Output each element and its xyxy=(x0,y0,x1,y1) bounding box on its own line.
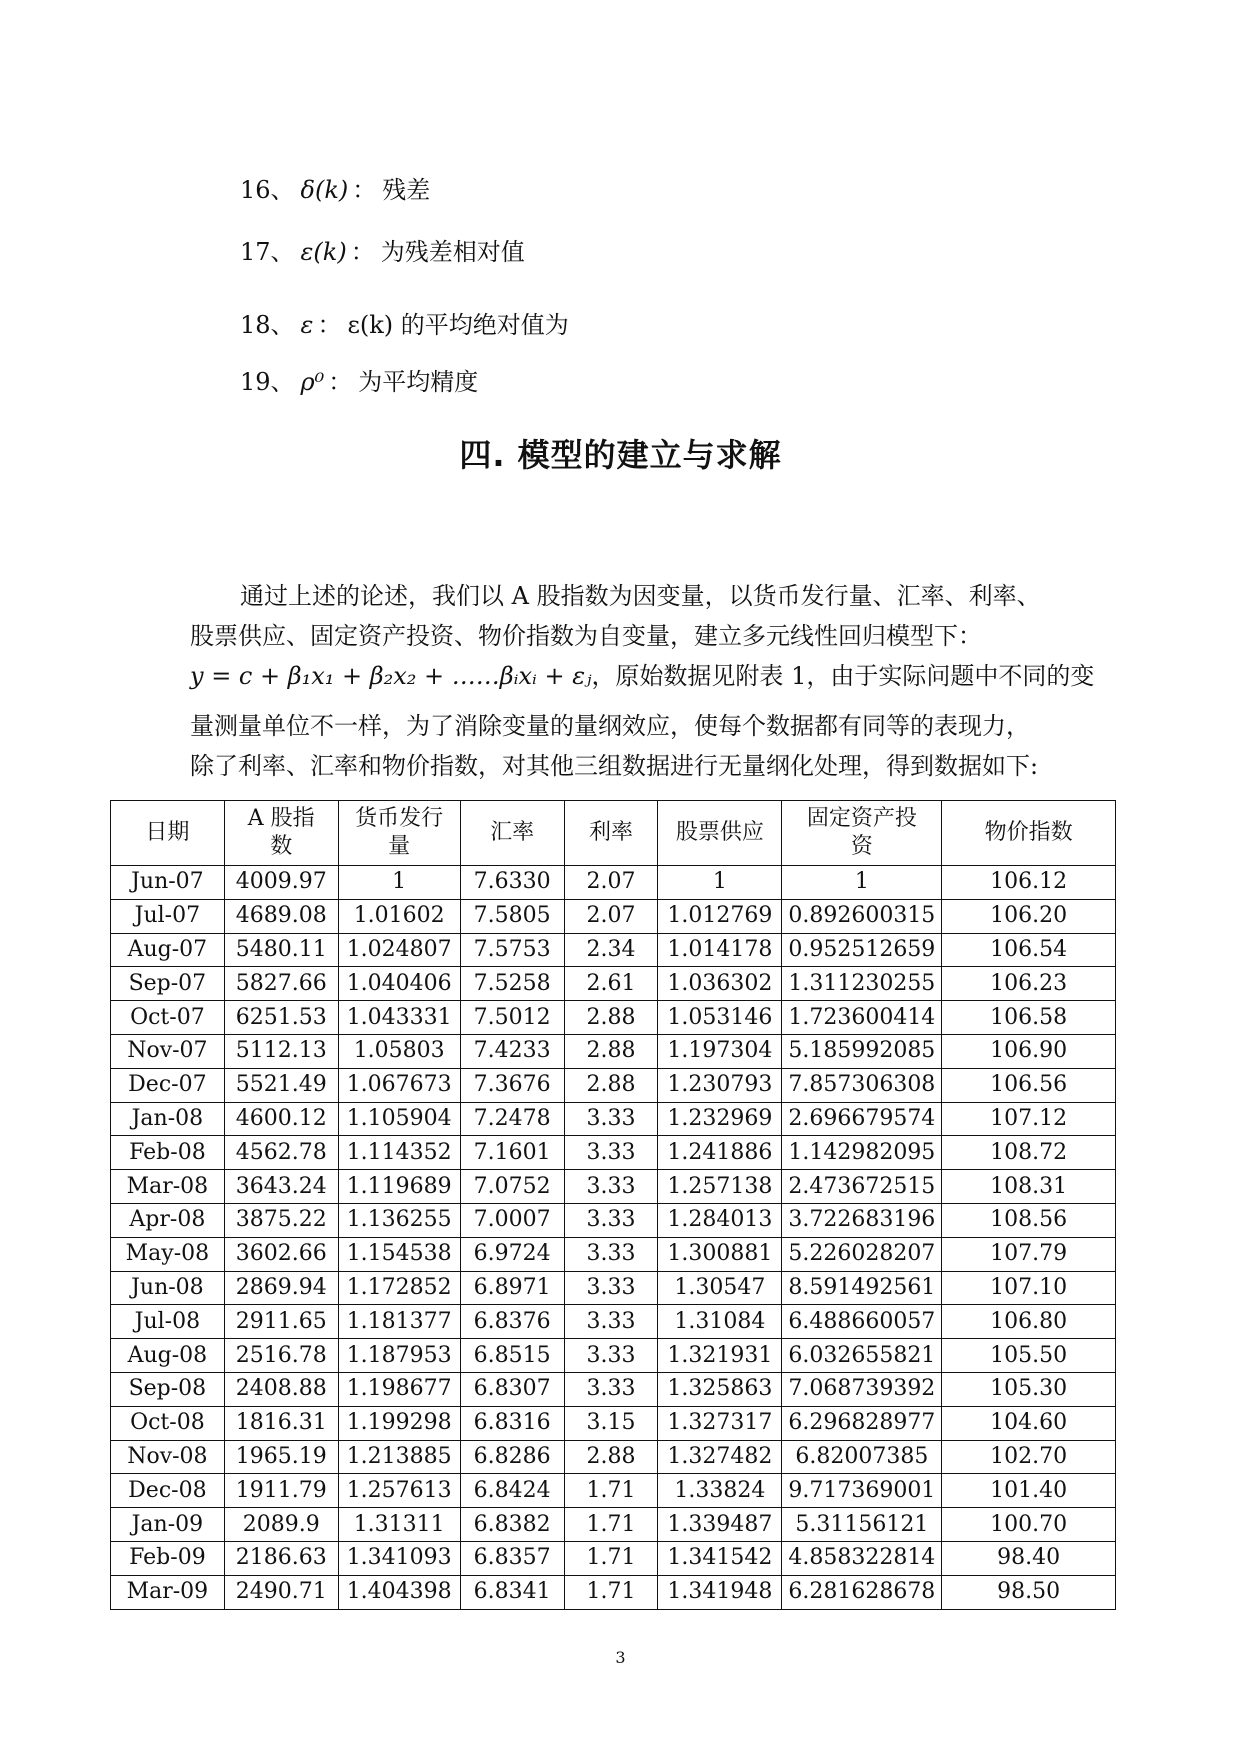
table-cell: 1 xyxy=(338,866,460,900)
table-row xyxy=(111,1508,1116,1542)
table-cell: 1.232969 xyxy=(658,1102,782,1136)
table-cell: 1.321931 xyxy=(658,1339,782,1373)
table-cell: 7.5258 xyxy=(460,967,564,1001)
table-cell: Jul-08 xyxy=(111,1305,225,1339)
table-row xyxy=(111,1203,1116,1237)
table-cell: 106.56 xyxy=(942,1068,1116,1102)
table-row xyxy=(111,1237,1116,1271)
table-cell: 1.339487 xyxy=(658,1508,782,1542)
table-cell: Aug-07 xyxy=(111,933,225,967)
table-cell: 1.230793 xyxy=(658,1068,782,1102)
table-cell: 1.341542 xyxy=(658,1541,782,1575)
table-cell: 1.199298 xyxy=(338,1406,460,1440)
table-cell: 1.105904 xyxy=(338,1102,460,1136)
table-cell: 6.9724 xyxy=(460,1237,564,1271)
definition-separator: ： xyxy=(352,176,377,204)
definition-separator: ： xyxy=(350,238,375,266)
table-cell: 4.858322814 xyxy=(782,1541,942,1575)
table-cell: 105.30 xyxy=(942,1372,1116,1406)
table-cell: 107.79 xyxy=(942,1237,1116,1271)
table-cell: 5112.13 xyxy=(224,1034,338,1068)
table-cell: 6.8316 xyxy=(460,1406,564,1440)
table-cell: 2.61 xyxy=(564,967,658,1001)
table-cell: 6.488660057 xyxy=(782,1305,942,1339)
table-cell: 6251.53 xyxy=(224,1001,338,1035)
table-cell: 1.043331 xyxy=(338,1001,460,1035)
table-row xyxy=(111,866,1116,900)
table-cell: 4600.12 xyxy=(224,1102,338,1136)
definition-symbol: ε xyxy=(300,311,314,339)
table-cell: 6.8357 xyxy=(460,1541,564,1575)
table-cell: 9.717369001 xyxy=(782,1474,942,1508)
table-row xyxy=(111,1001,1116,1035)
table-row xyxy=(111,1541,1116,1575)
definition-separator: ： xyxy=(328,368,353,396)
table-cell: Apr-08 xyxy=(111,1203,225,1237)
paragraph-line: 除了利率、汇率和物价指数，对其他三组数据进行无量纲化处理，得到数据如下: xyxy=(190,752,1039,780)
table-cell: 3.33 xyxy=(564,1305,658,1339)
table-cell: 1.257613 xyxy=(338,1474,460,1508)
table-cell: 5.31156121 xyxy=(782,1508,942,1542)
table-cell: 1.024807 xyxy=(338,933,460,967)
section-title: 四. 模型的建立与求解 xyxy=(459,436,782,474)
table-cell: 104.60 xyxy=(942,1406,1116,1440)
table-cell: 1.325863 xyxy=(658,1372,782,1406)
table-cell: Nov-08 xyxy=(111,1440,225,1474)
table-cell: 1.327482 xyxy=(658,1440,782,1474)
data-table xyxy=(110,800,1116,1610)
paragraph-line: 通过上述的论述，我们以 A 股指数为因变量，以货币发行量、汇率、利率、 xyxy=(240,582,1041,610)
table-cell: 5827.66 xyxy=(224,967,338,1001)
table-cell: 106.54 xyxy=(942,933,1116,967)
table-cell: 1.213885 xyxy=(338,1440,460,1474)
table-cell: Jan-08 xyxy=(111,1102,225,1136)
table-cell: 3.33 xyxy=(564,1271,658,1305)
table-cell: 6.8515 xyxy=(460,1339,564,1373)
page-number: 3 xyxy=(615,1648,626,1667)
table-row xyxy=(111,1305,1116,1339)
table-cell: 1911.79 xyxy=(224,1474,338,1508)
table-cell: 1.181377 xyxy=(338,1305,460,1339)
definition-separator: ： xyxy=(317,311,342,339)
table-cell: 7.1601 xyxy=(460,1136,564,1170)
paragraph-line xyxy=(190,656,1095,696)
table-cell: 1.05803 xyxy=(338,1034,460,1068)
table-cell: 6.8424 xyxy=(460,1474,564,1508)
table-cell: Feb-08 xyxy=(111,1136,225,1170)
table-cell: 101.40 xyxy=(942,1474,1116,1508)
table-row xyxy=(111,933,1116,967)
table-cell: 1.187953 xyxy=(338,1339,460,1373)
table-cell: 1.30547 xyxy=(658,1271,782,1305)
table-cell: 1.33824 xyxy=(658,1474,782,1508)
table-cell: 1.053146 xyxy=(658,1001,782,1035)
table-cell: 1.327317 xyxy=(658,1406,782,1440)
table-cell: 2516.78 xyxy=(224,1339,338,1373)
table-cell: 1.114352 xyxy=(338,1136,460,1170)
table-row xyxy=(111,1102,1116,1136)
table-cell: 2.696679574 xyxy=(782,1102,942,1136)
definition-number: 19、 xyxy=(240,368,295,396)
table-row xyxy=(111,1474,1116,1508)
table-cell: 107.10 xyxy=(942,1271,1116,1305)
table-cell: 3.33 xyxy=(564,1339,658,1373)
definition-item xyxy=(240,362,478,397)
table-cell: 6.8307 xyxy=(460,1372,564,1406)
table-cell: 4562.78 xyxy=(224,1136,338,1170)
table-cell: 108.56 xyxy=(942,1203,1116,1237)
table-cell: 5.185992085 xyxy=(782,1034,942,1068)
table-cell: 106.80 xyxy=(942,1305,1116,1339)
paragraph-line: 量测量单位不一样，为了消除变量的量纲效应，使每个数据都有同等的表现力， xyxy=(190,712,1030,740)
table-cell: 1.014178 xyxy=(658,933,782,967)
table-cell: 2.34 xyxy=(564,933,658,967)
definition-text: 为残差相对值 xyxy=(380,238,525,266)
table-cell: 6.281628678 xyxy=(782,1575,942,1609)
table-cell: 3875.22 xyxy=(224,1203,338,1237)
body-paragraph xyxy=(190,576,1095,786)
table-cell: 2.88 xyxy=(564,1034,658,1068)
table-row xyxy=(111,1136,1116,1170)
table-cell: 108.31 xyxy=(942,1170,1116,1204)
table-row xyxy=(111,1170,1116,1204)
table-cell: 6.8382 xyxy=(460,1508,564,1542)
table-cell: 98.40 xyxy=(942,1541,1116,1575)
table-cell: 3.15 xyxy=(564,1406,658,1440)
table-cell: 3602.66 xyxy=(224,1237,338,1271)
regression-formula: y = c + β₁x₁ + β₂x₂ + ……βᵢxᵢ + εⱼ xyxy=(190,662,592,690)
paragraph-line-rest: ，原始数据见附表 1，由于实际问题中不同的变 xyxy=(591,662,1095,690)
table-cell: 1.71 xyxy=(564,1508,658,1542)
definition-item xyxy=(240,170,430,205)
table-cell: Nov-07 xyxy=(111,1034,225,1068)
definition-item xyxy=(240,232,525,267)
table-header-cell: 日期 xyxy=(111,801,225,866)
table-header-cell: 货币发行 量 xyxy=(338,801,460,866)
table-cell: 1.067673 xyxy=(338,1068,460,1102)
table-cell: 7.0007 xyxy=(460,1203,564,1237)
table-cell: 2.07 xyxy=(564,866,658,900)
definition-symbol: δ(k) xyxy=(300,176,349,204)
table-cell: 0.892600315 xyxy=(782,899,942,933)
table-cell: 3.33 xyxy=(564,1170,658,1204)
definition-text: 为平均精度 xyxy=(358,368,479,396)
table-cell: 2186.63 xyxy=(224,1541,338,1575)
table-cell: 1 xyxy=(782,866,942,900)
table-header-cell: 固定资产投 资 xyxy=(782,801,942,866)
table-cell: 1.012769 xyxy=(658,899,782,933)
table-cell: 7.6330 xyxy=(460,866,564,900)
table-cell: 1.01602 xyxy=(338,899,460,933)
table-cell: 1965.19 xyxy=(224,1440,338,1474)
table-header-cell: 利率 xyxy=(564,801,658,866)
table-cell: Dec-07 xyxy=(111,1068,225,1102)
table-header-cell: A 股指 数 xyxy=(224,801,338,866)
table-cell: May-08 xyxy=(111,1237,225,1271)
table-cell: 5.226028207 xyxy=(782,1237,942,1271)
table-cell: 6.8341 xyxy=(460,1575,564,1609)
table-cell: 106.90 xyxy=(942,1034,1116,1068)
table-cell: 1.284013 xyxy=(658,1203,782,1237)
table-cell: 1.341093 xyxy=(338,1541,460,1575)
table-cell: 105.50 xyxy=(942,1339,1116,1373)
table-cell: 3.33 xyxy=(564,1136,658,1170)
table-cell: 7.4233 xyxy=(460,1034,564,1068)
paragraph-line: 股票供应、固定资产投资、物价指数为自变量，建立多元线性回归模型下： xyxy=(190,622,982,650)
table-cell: 1.142982095 xyxy=(782,1136,942,1170)
table-row xyxy=(111,1440,1116,1474)
table-cell: 7.068739392 xyxy=(782,1372,942,1406)
table-cell: 98.50 xyxy=(942,1575,1116,1609)
table-cell: Mar-09 xyxy=(111,1575,225,1609)
definition-symbol: ε(k) xyxy=(300,238,347,266)
table-cell: 1.036302 xyxy=(658,967,782,1001)
definition-number: 17、 xyxy=(240,238,295,266)
table-header-cell: 股票供应 xyxy=(658,801,782,866)
table-cell: 108.72 xyxy=(942,1136,1116,1170)
definition-text: ε(k) 的平均绝对值为 xyxy=(347,311,569,339)
table-cell: 4689.08 xyxy=(224,899,338,933)
table-cell: 2911.65 xyxy=(224,1305,338,1339)
table-cell: 3.33 xyxy=(564,1102,658,1136)
table-cell: 1 xyxy=(658,866,782,900)
table-cell: 5480.11 xyxy=(224,933,338,967)
table-cell: Jun-07 xyxy=(111,866,225,900)
definition-number: 16、 xyxy=(240,176,295,204)
table-cell: 7.5012 xyxy=(460,1001,564,1035)
table-cell: 6.82007385 xyxy=(782,1440,942,1474)
definition-text: 残差 xyxy=(382,176,431,204)
table-row xyxy=(111,1575,1116,1609)
table-cell: 1.71 xyxy=(564,1474,658,1508)
table-cell: 1.198677 xyxy=(338,1372,460,1406)
table-cell: 3.33 xyxy=(564,1372,658,1406)
table-cell: 1.136255 xyxy=(338,1203,460,1237)
table-cell: 7.5753 xyxy=(460,933,564,967)
table-cell: 100.70 xyxy=(942,1508,1116,1542)
table-cell: Jul-07 xyxy=(111,899,225,933)
table-cell: 6.032655821 xyxy=(782,1339,942,1373)
table-cell: 1.154538 xyxy=(338,1237,460,1271)
definition-item xyxy=(240,305,569,340)
table-cell: 7.0752 xyxy=(460,1170,564,1204)
table-cell: 8.591492561 xyxy=(782,1271,942,1305)
table-cell: 2089.9 xyxy=(224,1508,338,1542)
table-cell: Jan-09 xyxy=(111,1508,225,1542)
table-cell: 102.70 xyxy=(942,1440,1116,1474)
definition-symbol: ρ⁰ xyxy=(300,368,325,396)
definition-number: 18、 xyxy=(240,311,295,339)
table-cell: 1.311230255 xyxy=(782,967,942,1001)
table-cell: 1.71 xyxy=(564,1575,658,1609)
table-cell: Sep-08 xyxy=(111,1372,225,1406)
table-cell: 3.33 xyxy=(564,1237,658,1271)
table-cell: 2.07 xyxy=(564,899,658,933)
table-cell: 6.8971 xyxy=(460,1271,564,1305)
table-cell: 2.88 xyxy=(564,1001,658,1035)
table-cell: 7.5805 xyxy=(460,899,564,933)
table-cell: Feb-09 xyxy=(111,1541,225,1575)
table-row xyxy=(111,1406,1116,1440)
table-cell: 1.341948 xyxy=(658,1575,782,1609)
table-cell: 106.23 xyxy=(942,967,1116,1001)
table-cell: Oct-08 xyxy=(111,1406,225,1440)
table-cell: 2.473672515 xyxy=(782,1170,942,1204)
table-cell: 1.257138 xyxy=(658,1170,782,1204)
table-cell: 6.8376 xyxy=(460,1305,564,1339)
table-cell: 107.12 xyxy=(942,1102,1116,1136)
table-cell: 1.172852 xyxy=(338,1271,460,1305)
table-cell: Sep-07 xyxy=(111,967,225,1001)
table-row xyxy=(111,899,1116,933)
table-cell: 1.404398 xyxy=(338,1575,460,1609)
table-cell: 2.88 xyxy=(564,1068,658,1102)
table-body xyxy=(111,866,1116,1610)
table-cell: 3.33 xyxy=(564,1203,658,1237)
table-cell: Jun-08 xyxy=(111,1271,225,1305)
table-cell: 1.31311 xyxy=(338,1508,460,1542)
table-cell: 1.040406 xyxy=(338,967,460,1001)
table-cell: 1816.31 xyxy=(224,1406,338,1440)
table-cell: 1.31084 xyxy=(658,1305,782,1339)
table-cell: 1.71 xyxy=(564,1541,658,1575)
table-cell: 2.88 xyxy=(564,1440,658,1474)
table-cell: 4009.97 xyxy=(224,866,338,900)
table-cell: 2408.88 xyxy=(224,1372,338,1406)
table-cell: 2869.94 xyxy=(224,1271,338,1305)
table-row xyxy=(111,1372,1116,1406)
table-cell: 106.12 xyxy=(942,866,1116,900)
table-cell: 6.8286 xyxy=(460,1440,564,1474)
table-cell: 1.723600414 xyxy=(782,1001,942,1035)
table-header-row xyxy=(111,801,1116,866)
table-cell: Oct-07 xyxy=(111,1001,225,1035)
table-cell: 3.722683196 xyxy=(782,1203,942,1237)
table-row xyxy=(111,1068,1116,1102)
table-cell: 106.20 xyxy=(942,899,1116,933)
table-cell: 1.197304 xyxy=(658,1034,782,1068)
table-cell: 0.952512659 xyxy=(782,933,942,967)
table-cell: 7.2478 xyxy=(460,1102,564,1136)
table-header-cell: 汇率 xyxy=(460,801,564,866)
table-cell: 2490.71 xyxy=(224,1575,338,1609)
table-header-cell: 物价指数 xyxy=(942,801,1116,866)
table-cell: Aug-08 xyxy=(111,1339,225,1373)
table-row xyxy=(111,1271,1116,1305)
table-cell: 1.300881 xyxy=(658,1237,782,1271)
table-cell: 6.296828977 xyxy=(782,1406,942,1440)
table-cell: 3643.24 xyxy=(224,1170,338,1204)
table-cell: 1.241886 xyxy=(658,1136,782,1170)
table-cell: Mar-08 xyxy=(111,1170,225,1204)
table-row xyxy=(111,967,1116,1001)
table-cell: 5521.49 xyxy=(224,1068,338,1102)
table-cell: 7.857306308 xyxy=(782,1068,942,1102)
table-cell: 7.3676 xyxy=(460,1068,564,1102)
table-row xyxy=(111,1034,1116,1068)
table-cell: 106.58 xyxy=(942,1001,1116,1035)
table-row xyxy=(111,1339,1116,1373)
table-cell: Dec-08 xyxy=(111,1474,225,1508)
table-cell: 1.119689 xyxy=(338,1170,460,1204)
